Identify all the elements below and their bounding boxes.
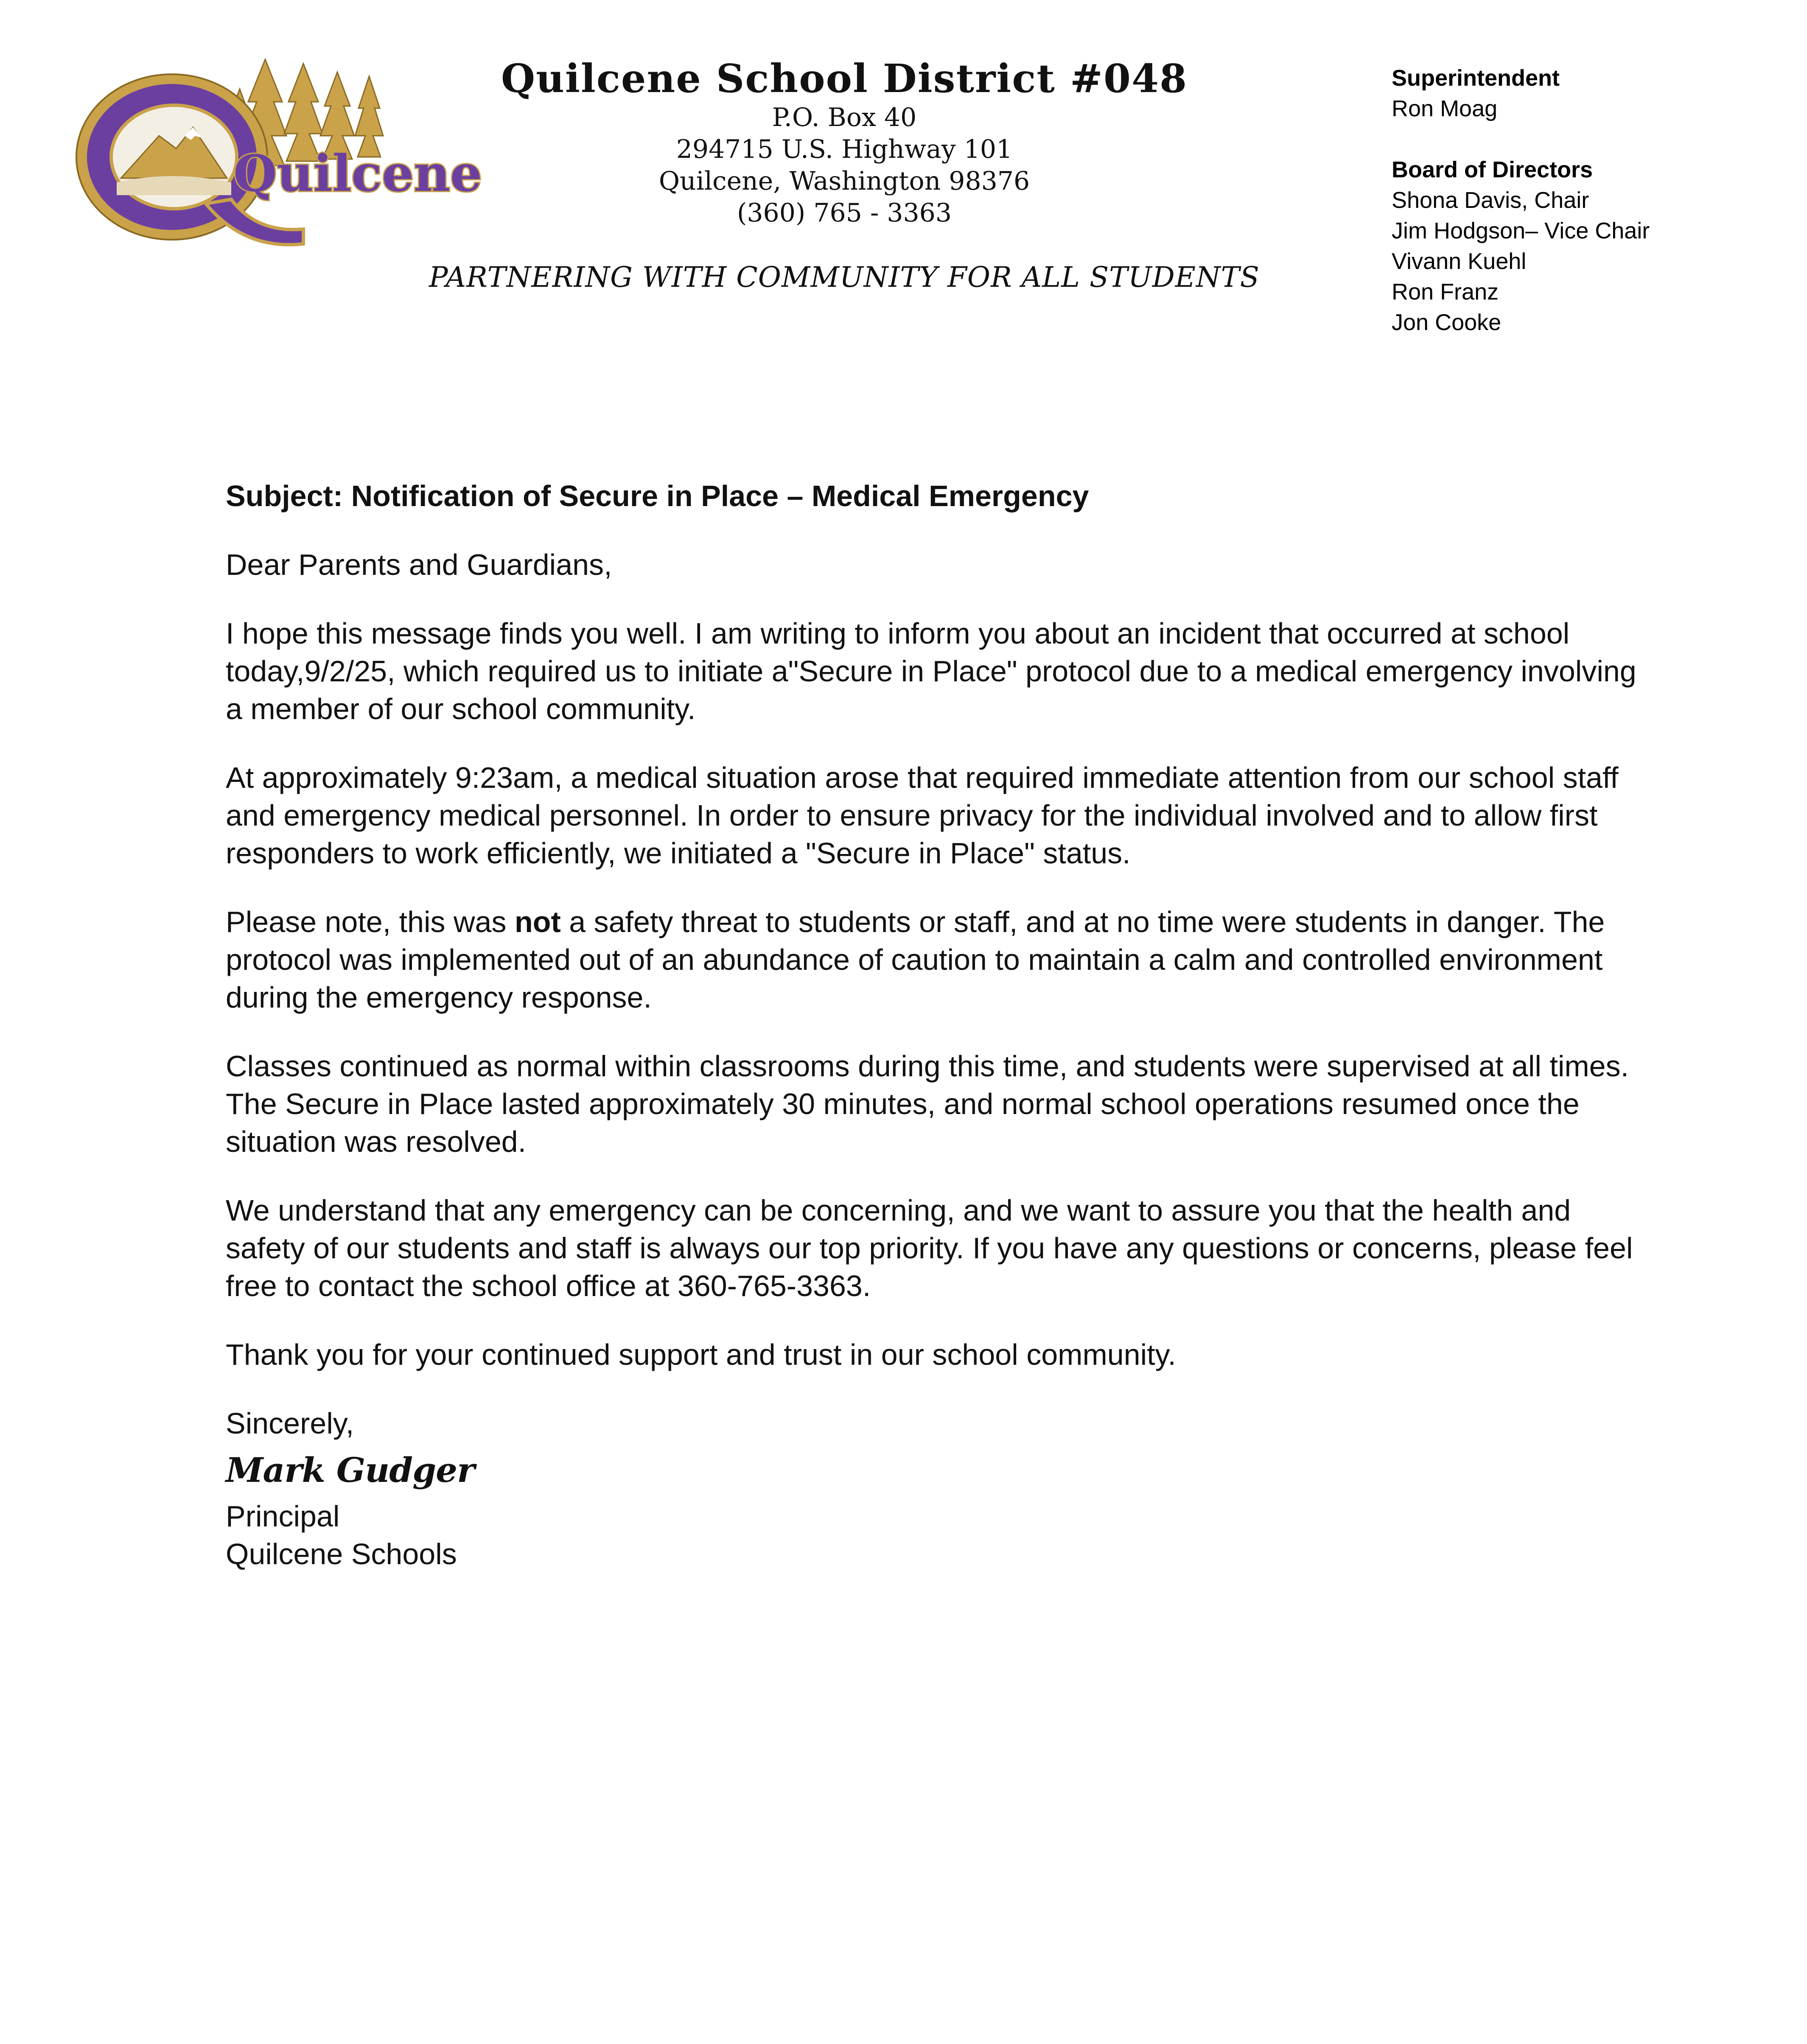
board-list — [1392, 63, 1773, 338]
letter-greeting: Dear Parents and Guardians, — [226, 548, 612, 581]
director-name: Jon Cooke — [1392, 310, 1502, 335]
letter-paragraph: Classes continued as normal within classrooms during this time, and students were supervised at all times. The Secure in Place lasted approximately 30 minutes, and normal school operations resumed once the situation was resolved. — [226, 1050, 1629, 1158]
handwritten-signature: Mark Gudger — [226, 1450, 475, 1490]
phone-line: (360) 765 - 3363 — [737, 198, 952, 228]
address-line: Quilcene, Washington 98376 — [658, 166, 1030, 196]
superintendent-heading: Superintendent — [1392, 65, 1560, 91]
logo-wordmark: Quilcene — [233, 144, 482, 203]
director-name: Shona Davis, Chair — [1392, 188, 1589, 213]
letter-paragraph: I hope this message finds you well. I am writing to inform you about an incident that occurred at school today,9/2/25, which required us to initiate a"Secure in Place" protocol due to a medical emergency involving a member of our school community. — [226, 617, 1636, 725]
signature-block — [226, 1405, 1639, 1573]
letter-paragraph — [226, 903, 1639, 1016]
letter-paragraph: Thank you for your continued support and trust in our school community. — [226, 1338, 1176, 1371]
director-name: Jim Hodgson– Vice Chair — [1392, 218, 1650, 244]
paragraph-text: a safety threat to students or staff, and at no time were students in danger. The protocol was implemented out of an abundance of caution to maintain a calm and controlled environment during the emergency response. — [226, 905, 1605, 1014]
district-address — [424, 102, 1264, 229]
superintendent-name: Ron Moag — [1392, 96, 1498, 121]
signer-title: Principal — [226, 1500, 340, 1533]
address-line: P.O. Box 40 — [772, 103, 917, 133]
district-title: Quilcene School District #048 — [501, 56, 1188, 101]
signer-organization: Quilcene Schools — [226, 1537, 457, 1571]
quilcene-logo — [66, 51, 482, 255]
letter-subject: Subject: Notification of Secure in Place – Medical Emergency — [226, 479, 1089, 512]
address-line: 294715 U.S. Highway 101 — [676, 134, 1013, 165]
letter-body — [226, 477, 1639, 1573]
letter-paragraph: At approximately 9:23am, a medical situation arose that required immediate attention from our school staff and emergency medical personnel. In order to ensure privacy for the individual involved and to allow first responders to work efficiently, we initiated a "Secure in Place" status. — [226, 761, 1619, 870]
paragraph-text: Please note, this was — [226, 905, 515, 938]
director-name: Vivann Kuehl — [1392, 249, 1527, 274]
directors-heading: Board of Directors — [1392, 157, 1593, 182]
letter-closing: Sincerely, — [226, 1407, 354, 1440]
emphasis-not: not — [514, 905, 561, 938]
director-name: Ron Franz — [1392, 279, 1499, 305]
district-motto: PARTNERING WITH COMMUNITY FOR ALL STUDENTS — [429, 261, 1260, 294]
letterhead — [424, 55, 1264, 294]
letter-paragraph: We understand that any emergency can be concerning, and we want to assure you that the health and safety of our students and staff is always our top priority. If you have any questions or concerns, please feel free to contact the school office at 360-765-3363. — [226, 1194, 1633, 1302]
